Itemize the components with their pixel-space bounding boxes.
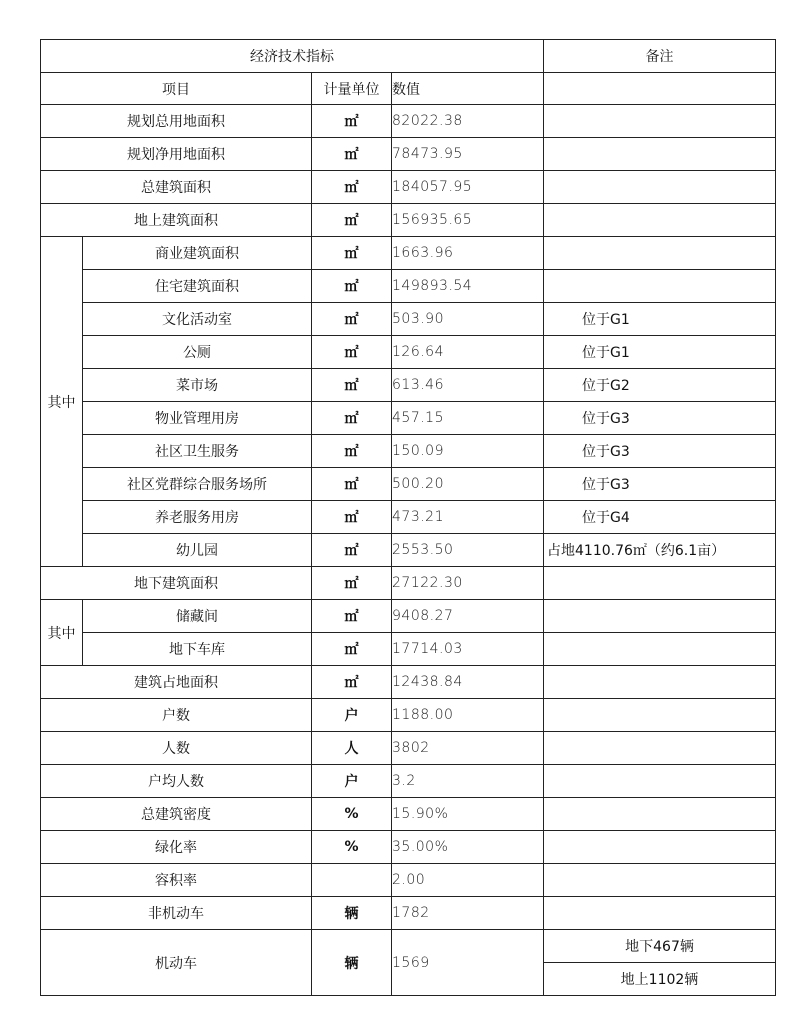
- unit-cell: 户: [312, 765, 392, 798]
- table-row: [41, 666, 776, 699]
- item-label: 容积率: [41, 864, 312, 897]
- item-label: 住宅建筑面积: [83, 270, 312, 303]
- note-cell: 位于G4: [544, 501, 776, 534]
- unit-cell: ㎡: [312, 105, 392, 138]
- item-label: 非机动车: [41, 897, 312, 930]
- note-cell: [544, 765, 776, 798]
- note-cell: [544, 633, 776, 666]
- item-label: 户数: [41, 699, 312, 732]
- table-row: [41, 633, 776, 666]
- table-row: [41, 138, 776, 171]
- note-cell: 位于G3: [544, 468, 776, 501]
- table-row: [41, 336, 776, 369]
- table-row: [41, 270, 776, 303]
- table-row: [41, 930, 776, 963]
- item-label: 绿化率: [41, 831, 312, 864]
- value-cell: 12438.84: [392, 666, 544, 699]
- note-cell: [544, 171, 776, 204]
- item-label: 总建筑密度: [41, 798, 312, 831]
- note-cell: [544, 732, 776, 765]
- value-cell: 9408.27: [392, 600, 544, 633]
- table-row: [41, 864, 776, 897]
- value-cell: 82022.38: [392, 105, 544, 138]
- group-label-above-ground: 其中: [41, 237, 83, 567]
- note-cell: 位于G2: [544, 369, 776, 402]
- item-label: 养老服务用房: [83, 501, 312, 534]
- value-cell: 156935.65: [392, 204, 544, 237]
- table-row: [41, 567, 776, 600]
- item-label: 社区党群综合服务场所: [83, 468, 312, 501]
- note-cell: 位于G3: [544, 402, 776, 435]
- unit-cell: ㎡: [312, 534, 392, 567]
- note-cell: [544, 864, 776, 897]
- unit-cell: ㎡: [312, 501, 392, 534]
- unit-cell: ㎡: [312, 567, 392, 600]
- value-cell: 150.09: [392, 435, 544, 468]
- value-cell: 1663.96: [392, 237, 544, 270]
- table-row: [41, 732, 776, 765]
- table-row: [41, 468, 776, 501]
- value-cell: 2553.50: [392, 534, 544, 567]
- item-label: 地下车库: [83, 633, 312, 666]
- item-label: 物业管理用房: [83, 402, 312, 435]
- unit-cell: ㎡: [312, 402, 392, 435]
- value-cell: 35.00%: [392, 831, 544, 864]
- unit-cell: ㎡: [312, 270, 392, 303]
- note-cell: [544, 138, 776, 171]
- table-row: [41, 534, 776, 567]
- unit-cell: ㎡: [312, 237, 392, 270]
- item-label: 菜市场: [83, 369, 312, 402]
- note-cell-above-ground-parking: 地上1102辆: [544, 963, 776, 996]
- value-cell: 1782: [392, 897, 544, 930]
- unit-cell: 辆: [312, 897, 392, 930]
- note-cell: 占地4110.76㎡（约6.1亩）: [544, 534, 776, 567]
- unit-cell: ㎡: [312, 666, 392, 699]
- note-cell: [544, 270, 776, 303]
- unit-cell: %: [312, 831, 392, 864]
- note-cell: [544, 666, 776, 699]
- item-label: 商业建筑面积: [83, 237, 312, 270]
- item-label: 幼儿园: [83, 534, 312, 567]
- note-cell: 位于G3: [544, 435, 776, 468]
- unit-cell: 户: [312, 699, 392, 732]
- table-row: [41, 897, 776, 930]
- table-row: [41, 435, 776, 468]
- unit-cell: ㎡: [312, 171, 392, 204]
- note-cell: [544, 204, 776, 237]
- note-cell: 位于G1: [544, 336, 776, 369]
- note-header: 备注: [544, 40, 776, 73]
- item-label: 储藏间: [83, 600, 312, 633]
- item-label: 社区卫生服务: [83, 435, 312, 468]
- value-cell: 126.64: [392, 336, 544, 369]
- unit-cell: [312, 864, 392, 897]
- unit-cell: 人: [312, 732, 392, 765]
- item-label: 地上建筑面积: [41, 204, 312, 237]
- unit-cell: ㎡: [312, 303, 392, 336]
- table-title: 经济技术指标: [41, 40, 544, 73]
- table-row: [41, 204, 776, 237]
- table-row: [41, 600, 776, 633]
- unit-cell: %: [312, 798, 392, 831]
- unit-cell: ㎡: [312, 633, 392, 666]
- unit-cell: ㎡: [312, 468, 392, 501]
- group-label-underground: 其中: [41, 600, 83, 666]
- value-cell: 1569: [392, 930, 544, 996]
- note-cell: [544, 897, 776, 930]
- note-cell: 位于G1: [544, 303, 776, 336]
- value-cell: 457.15: [392, 402, 544, 435]
- table-row: [41, 237, 776, 270]
- table-row: [41, 699, 776, 732]
- item-label: 人数: [41, 732, 312, 765]
- value-cell: 503.90: [392, 303, 544, 336]
- table-row: [41, 765, 776, 798]
- note-cell: [544, 831, 776, 864]
- note-cell: [544, 73, 776, 105]
- note-cell: [544, 237, 776, 270]
- unit-cell: ㎡: [312, 369, 392, 402]
- unit-column-header: 计量单位: [312, 73, 392, 105]
- table-row: [41, 501, 776, 534]
- item-label: 规划净用地面积: [41, 138, 312, 171]
- note-cell: [544, 600, 776, 633]
- item-label: 总建筑面积: [41, 171, 312, 204]
- column-header-row: [41, 73, 776, 105]
- item-label: 文化活动室: [83, 303, 312, 336]
- unit-cell: 辆: [312, 930, 392, 996]
- unit-cell: ㎡: [312, 336, 392, 369]
- economic-indicators-table: [40, 39, 776, 996]
- note-cell-underground-parking: 地下467辆: [544, 930, 776, 963]
- value-cell: 3.2: [392, 765, 544, 798]
- item-label: 机动车: [41, 930, 312, 996]
- unit-cell: ㎡: [312, 600, 392, 633]
- table-row: [41, 402, 776, 435]
- table-title-row: [41, 40, 776, 73]
- note-cell: [544, 567, 776, 600]
- table-row: [41, 303, 776, 336]
- value-cell: 3802: [392, 732, 544, 765]
- table-row: [41, 798, 776, 831]
- value-cell: 15.90%: [392, 798, 544, 831]
- table-row: [41, 105, 776, 138]
- value-cell: 2.00: [392, 864, 544, 897]
- unit-cell: ㎡: [312, 138, 392, 171]
- value-cell: 17714.03: [392, 633, 544, 666]
- note-cell: [544, 798, 776, 831]
- table-row: [41, 831, 776, 864]
- value-cell: 27122.30: [392, 567, 544, 600]
- value-cell: 613.46: [392, 369, 544, 402]
- value-cell: 500.20: [392, 468, 544, 501]
- value-cell: 1188.00: [392, 699, 544, 732]
- item-label: 户均人数: [41, 765, 312, 798]
- table-row: [41, 369, 776, 402]
- value-column-header: 数值: [392, 73, 544, 105]
- value-cell: 149893.54: [392, 270, 544, 303]
- unit-cell: ㎡: [312, 204, 392, 237]
- item-label: 规划总用地面积: [41, 105, 312, 138]
- item-column-header: 项目: [41, 73, 312, 105]
- item-label: 公厕: [83, 336, 312, 369]
- item-label: 地下建筑面积: [41, 567, 312, 600]
- note-cell: [544, 105, 776, 138]
- item-label: 建筑占地面积: [41, 666, 312, 699]
- value-cell: 78473.95: [392, 138, 544, 171]
- unit-cell: ㎡: [312, 435, 392, 468]
- note-cell: [544, 699, 776, 732]
- value-cell: 473.21: [392, 501, 544, 534]
- table-row: [41, 171, 776, 204]
- value-cell: 184057.95: [392, 171, 544, 204]
